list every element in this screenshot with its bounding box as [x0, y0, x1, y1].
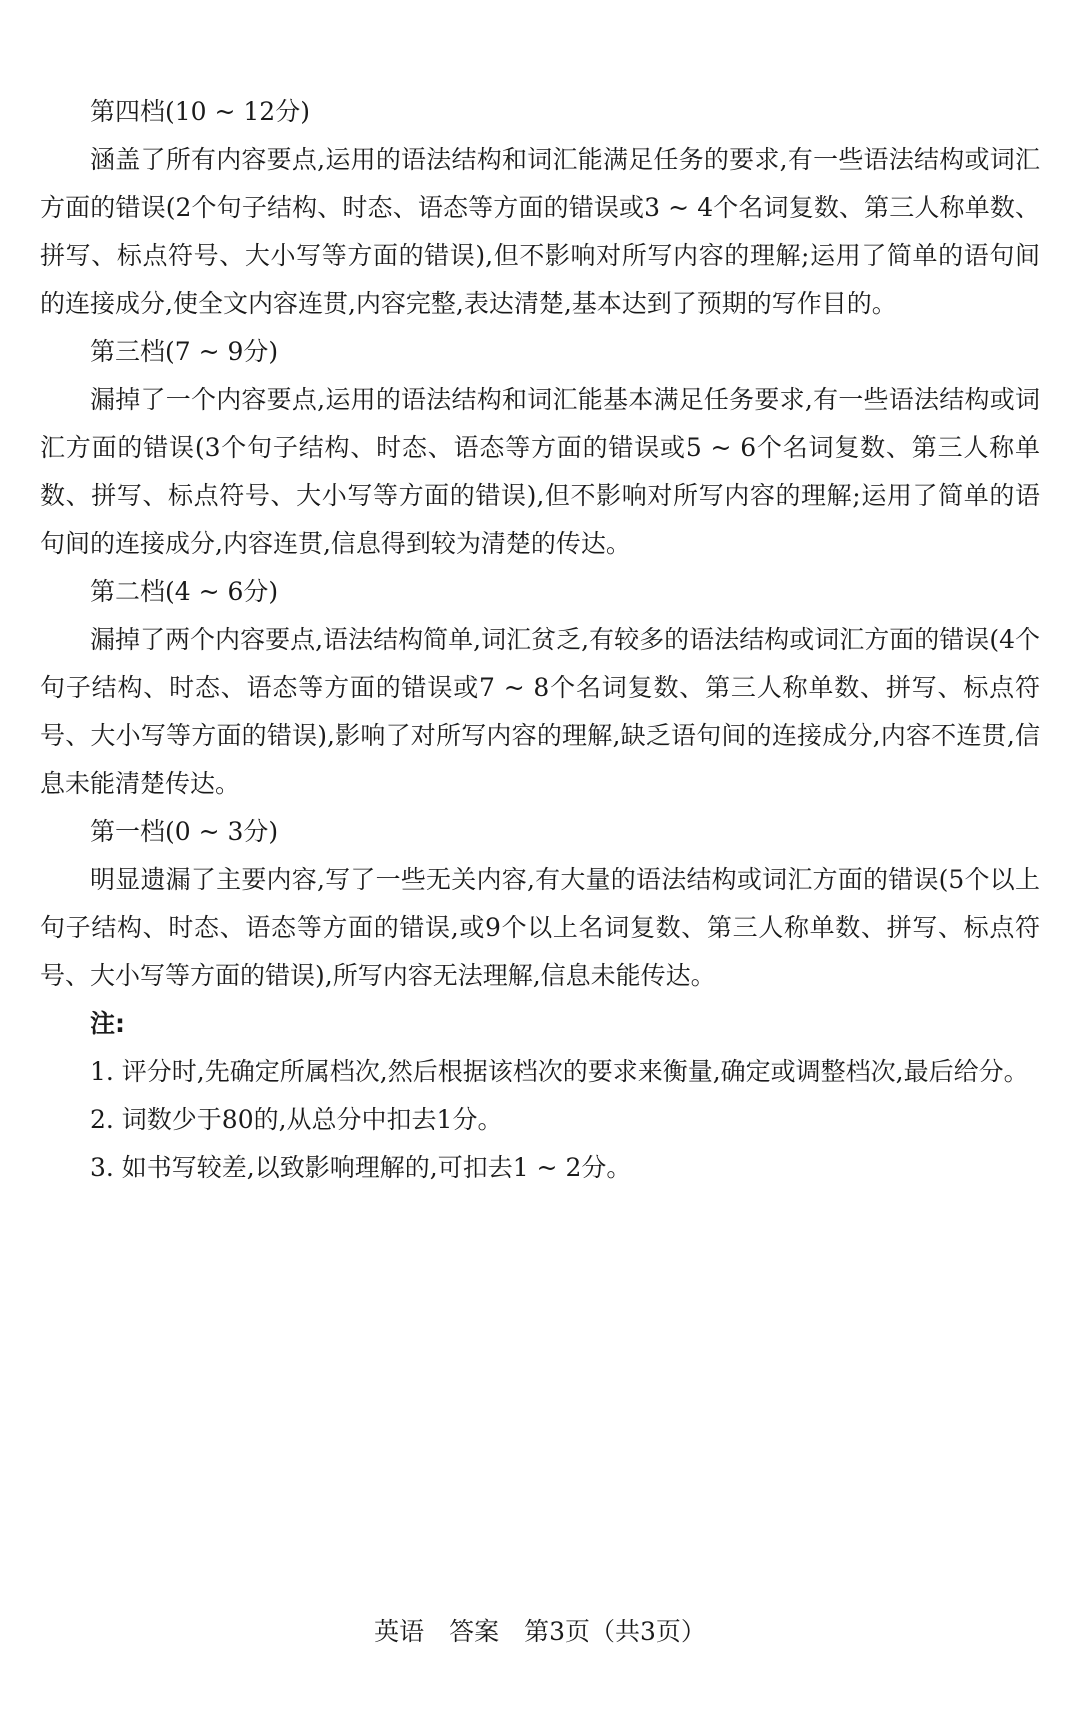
level-2-heading: 第二档(4 ~ 6分) — [90, 577, 279, 606]
note-item-2: 2. 词数少于80的,从总分中扣去1分。 — [90, 1105, 503, 1134]
note-item-3: 3. 如书写较差,以致影响理解的,可扣去1 ~ 2分。 — [90, 1153, 632, 1182]
note-item-1: 1. 评分时,先确定所属档次,然后根据该档次的要求来衡量,确定或调整档次,最后给分。 — [90, 1057, 1029, 1086]
notes-title: 注: — [90, 1009, 125, 1038]
notes-list — [40, 1048, 1040, 1192]
level-2-description: 漏掉了两个内容要点,语法结构简单,词汇贫乏,有较多的语法结构或词汇方面的错误(4个句子结构、时态、语态等方面的错误或7 ~ 8个名词复数、第三人称单数、拼写、标点符号、大小写等方面的错误),影响了对所写内容的理解,缺乏语句间的连接成分,内容不连贯,信息未能清楚传达。 — [40, 625, 1040, 798]
level-3-heading: 第三档(7 ~ 9分) — [90, 337, 279, 366]
scoring-rubric — [40, 88, 1040, 1192]
level-1-heading: 第一档(0 ~ 3分) — [90, 817, 279, 846]
level-1-description: 明显遗漏了主要内容,写了一些无关内容,有大量的语法结构或词汇方面的错误(5个以上句子结构、时态、语态等方面的错误,或9个以上名词复数、第三人称单数、拼写、标点符号、大小写等方面的错误),所写内容无法理解,信息未能传达。 — [40, 865, 1040, 990]
level-4-heading: 第四档(10 ~ 12分) — [90, 97, 310, 126]
page-footer: 英语 答案 第3页（共3页） — [374, 1617, 706, 1646]
level-4-description: 涵盖了所有内容要点,运用的语法结构和词汇能满足任务的要求,有一些语法结构或词汇方面的错误(2个句子结构、时态、语态等方面的错误或3 ~ 4个名词复数、第三人称单数、拼写、标点符号、大小写等方面的错误),但不影响对所写内容的理解;运用了简单的语句间的连接成分,使全文内容连贯,内容完整,表达清楚,基本达到了预期的写作目的。 — [40, 145, 1040, 318]
level-3-description: 漏掉了一个内容要点,运用的语法结构和词汇能基本满足任务要求,有一些语法结构或词汇方面的错误(3个句子结构、时态、语态等方面的错误或5 ~ 6个名词复数、第三人称单数、拼写、标点符号、大小写等方面的错误),但不影响对所写内容的理解;运用了简单的语句间的连接成分,内容连贯,信息得到较为清楚的传达。 — [40, 385, 1040, 558]
